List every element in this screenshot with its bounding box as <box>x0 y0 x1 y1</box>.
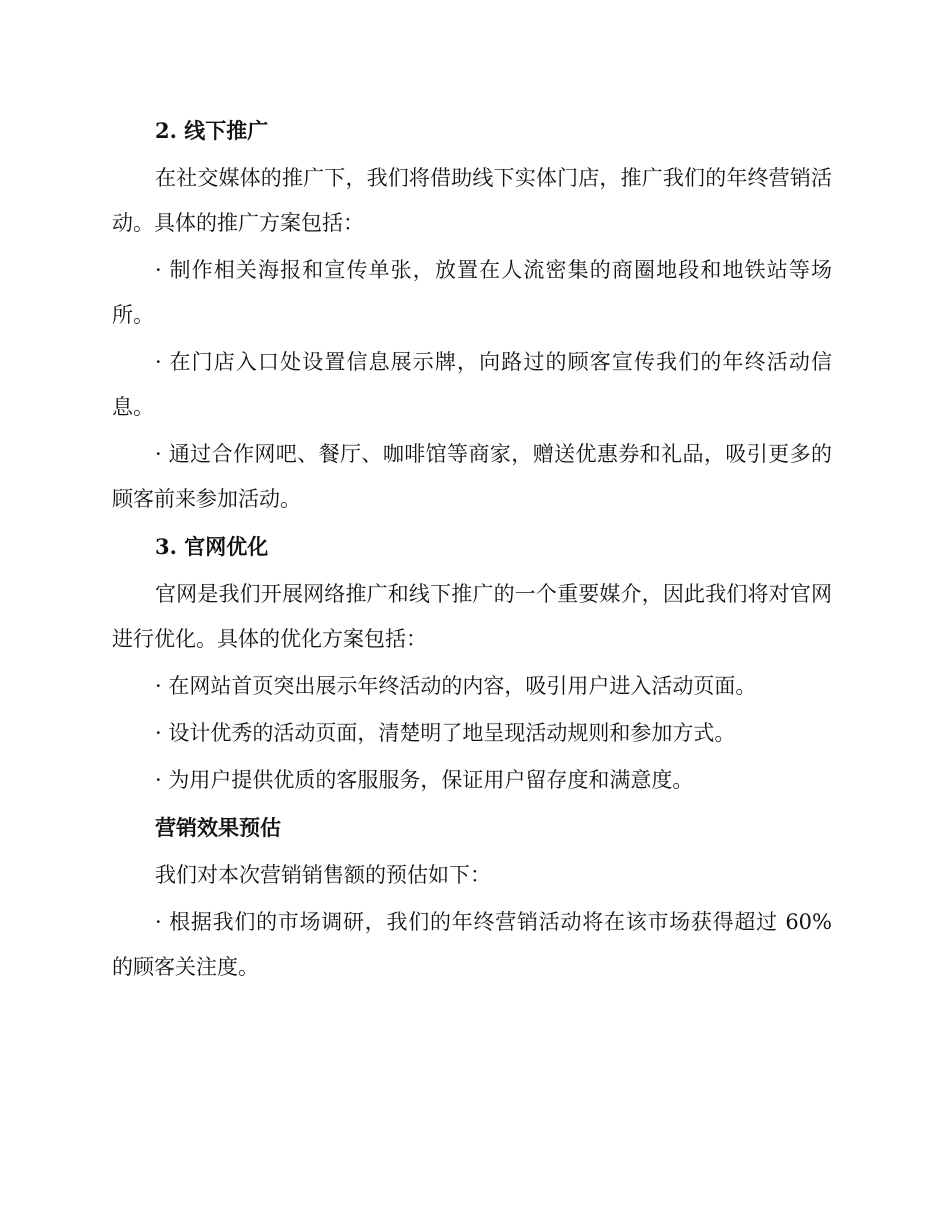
section-heading-website-optimization: 3. 官网优化 <box>155 534 269 559</box>
paragraph-forecast-intro: 我们对本次营销销售额的预估如下： <box>155 863 491 887</box>
paragraph-offline-intro: 在社交媒体的推广下，我们将借助线下实体门店，推广我们的年终营销活动。具体的推广方案包括： <box>112 166 832 235</box>
bullet-posters-flyers: · 制作相关海报和宣传单张，放置在人流密集的商圈地段和地铁站等场所。 <box>112 258 832 327</box>
bullet-customer-service: · 为用户提供优质的客服服务，保证用户留存度和满意度。 <box>155 768 694 792</box>
paragraph-website-intro: 官网是我们开展网络推广和线下推广的一个重要媒介，因此我们将对官网进行优化。具体的优化方案包括： <box>112 582 832 651</box>
bullet-activity-page-design: · 设计优秀的活动页面，清楚明了地呈现活动规则和参加方式。 <box>155 721 736 745</box>
bullet-homepage-highlight: · 在网站首页突出展示年终活动的内容，吸引用户进入活动页面。 <box>155 674 757 698</box>
bullet-store-display-board: · 在门店入口处设置信息展示牌，向路过的顾客宣传我们的年终活动信息。 <box>112 350 832 419</box>
section-heading-offline-promotion: 2. 线下推广 <box>155 118 269 143</box>
bullet-market-research: · 根据我们的市场调研，我们的年终营销活动将在该市场获得超过 60% 的顾客关注度。 <box>112 910 832 979</box>
document-page <box>112 108 832 992</box>
bullet-partner-merchants: · 通过合作网吧、餐厅、咖啡馆等商家，赠送优惠券和礼品，吸引更多的顾客前来参加活动。 <box>112 442 832 511</box>
section-heading-marketing-forecast: 营销效果预估 <box>155 815 281 840</box>
